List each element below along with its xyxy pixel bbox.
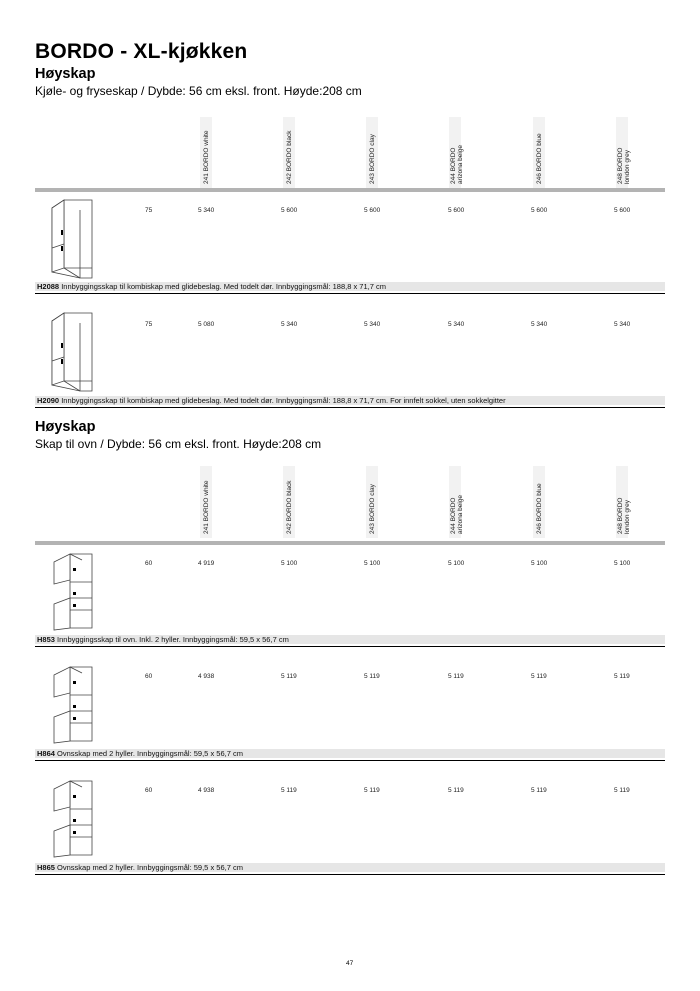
price-cell: 5 100 [448,560,465,567]
divider [35,407,665,408]
column-header: 246 BORDO blue [536,483,543,534]
price-cell: 5 600 [614,207,631,214]
width-value: 60 [145,673,153,680]
price-cell: 5 340 [198,207,215,214]
price-cell: 5 340 [531,321,548,328]
section-subheading: Skap til ovn / Dybde: 56 cm eksl. front. Høyde:208 cm [35,437,322,451]
width-value: 60 [145,560,153,567]
product-code: H2088 [37,282,60,291]
product-description: H853 Innbyggingsskap til ovn. Inkl. 2 hyller. Innbyggingsmål: 59,5 x 56,7 cm [37,635,289,644]
divider [35,760,665,761]
column-header: 248 BORDO london grey [617,497,631,534]
price-cell: 5 600 [364,207,381,214]
product-code: H865 [37,863,55,872]
price-cell: 5 100 [531,560,548,567]
price-cell: 4 919 [198,560,215,567]
product-description: H2090 Innbyggingsskap til kombiskap med glidebeslag. Med todelt dør. Innbyggingsmål: 188,8 x 71,7 cm. For innfelt sokkel, uten sokkelgitter [37,396,506,405]
oven-cabinet-icon [50,779,98,859]
product-code: H864 [37,749,55,758]
price-cell: 5 100 [281,560,298,567]
price-cell: 4 938 [198,787,215,794]
price-cell: 5 600 [531,207,548,214]
oven-cabinet-icon [50,552,98,632]
width-value: 60 [145,787,153,794]
price-cell: 5 119 [364,787,380,794]
price-cell: 5 340 [281,321,298,328]
oven-cabinet-icon [50,665,98,745]
column-header: 244 BORDO arizona beige [450,494,464,534]
column-header: 243 BORDO clay [369,484,376,534]
price-cell: 5 600 [448,207,465,214]
product-description: H864 Ovnsskap med 2 hyller. Innbyggingsmål: 59,5 x 56,7 cm [37,749,243,758]
price-cell: 5 600 [281,207,298,214]
divider [35,188,665,192]
price-cell: 5 100 [364,560,381,567]
price-cell: 5 100 [614,560,631,567]
price-cell: 5 119 [614,787,630,794]
page-title: BORDO - XL-kjøkken [35,40,248,63]
page-number: 47 [346,960,354,967]
product-code: H853 [37,635,55,644]
column-header: 248 BORDO london grey [617,147,631,184]
column-header: 244 BORDO arizona beige [450,144,464,184]
column-header: 241 BORDO white [203,130,210,184]
fridge-cabinet-icon [48,198,98,280]
fridge-cabinet-icon [48,311,98,393]
section-heading: Høyskap [35,66,96,82]
width-value: 75 [145,207,153,214]
price-cell: 5 080 [198,321,215,328]
price-cell: 5 119 [364,673,380,680]
product-description: H865 Ovnsskap med 2 hyller. Innbyggingsmål: 59,5 x 56,7 cm [37,863,243,872]
divider [35,874,665,875]
divider [35,646,665,647]
price-cell: 5 119 [448,673,464,680]
price-cell: 5 119 [614,673,630,680]
column-header: 246 BORDO blue [536,133,543,184]
price-cell: 5 340 [614,321,631,328]
column-header: 243 BORDO clay [369,134,376,184]
product-code: H2090 [37,396,60,405]
price-cell: 4 938 [198,673,215,680]
column-header: 242 BORDO black [286,480,293,534]
divider [35,541,665,545]
price-cell: 5 119 [531,787,547,794]
price-cell: 5 119 [281,673,297,680]
price-cell: 5 119 [281,787,297,794]
column-header: 242 BORDO black [286,130,293,184]
divider [35,293,665,294]
section-heading: Høyskap [35,419,96,435]
price-cell: 5 340 [448,321,465,328]
width-value: 75 [145,321,153,328]
price-cell: 5 119 [448,787,464,794]
price-cell: 5 119 [531,673,547,680]
product-description: H2088 Innbyggingsskap til kombiskap med glidebeslag. Med todelt dør. Innbyggingsmål: 188,8 x 71,7 cm [37,282,386,291]
column-header: 241 BORDO white [203,480,210,534]
section-subheading: Kjøle- og fryseskap / Dybde: 56 cm eksl. front. Høyde:208 cm [35,84,362,98]
price-cell: 5 340 [364,321,381,328]
